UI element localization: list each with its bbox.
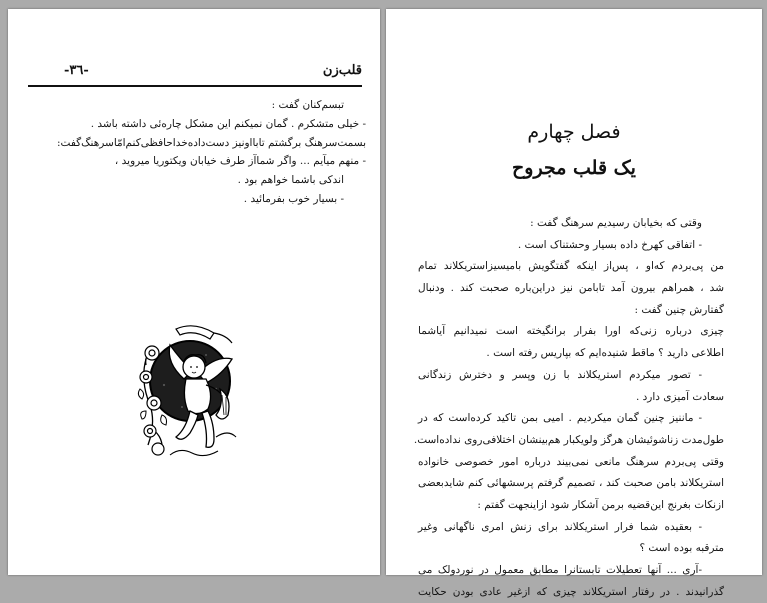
text-line: تبسم‌کنان گفت : <box>271 99 344 111</box>
right-page <box>386 9 762 598</box>
text-line: -آری ... آنها تعطیلات تابستانرا مطابق معمول در نوردولک می‌ <box>418 564 702 576</box>
text-line: گذرانیدند . در رفتار استریکلاند چیزی که ازغیر عادی بودن حکایت <box>418 585 724 598</box>
text-line: من پی‌بردم که‌او ، پس‌از اینکه گفتگویش بامیسیز‌استریکلاند تمام <box>418 260 724 273</box>
text-line: - ماننیز چنین گمان میکردیم . امیی بمن تاکید کرده‌است که در <box>418 412 702 425</box>
text-line: چیزی درباره زنی‌که اورا بفرار برانگیخته است نمیدانیم آیاشما <box>418 325 724 338</box>
text-line: شد ، همراهم بیرون آمد تابامن نیز دراین‌باره صحبت کند . ودنبال <box>418 282 724 295</box>
text-line: - خیلی متشکرم . گمان نمیکنم این مشکل چاره‌ئی داشته باشد . <box>90 117 366 130</box>
text-line: - اتفاقی کهرخ داده بسیار وحشتناک است . <box>517 238 702 251</box>
text-line: وقتی که بخیابان رسیدیم سرهنگ گفت : <box>530 217 702 229</box>
left-page <box>8 9 380 575</box>
text-line: - منهم میآیم ... واگر شماآز طرف خیابان ویکتوریا میروید ، <box>114 155 366 168</box>
page-number: -٣٦- <box>64 63 89 78</box>
left-text-block <box>56 96 366 209</box>
running-head <box>28 61 362 87</box>
chapter-title: فصل چهارم <box>527 121 621 143</box>
text-line: اطلاعی دارید ؟ ماقط شنیده‌ایم که بپاریس رفته است . <box>486 347 724 360</box>
text-line: مترقبه بوده است ؟ <box>639 542 724 555</box>
cherub-illustration <box>136 319 252 467</box>
text-line: استریکلاند بامن صحبت کند ، تصمیم گرفتم پرسشهائی کنم شاید‌بعضی <box>418 477 724 490</box>
text-line: - بعقیده شما فرار استریکلاند برای زنش امری ناگهانی وغیر <box>418 520 702 533</box>
text-line: - تصور میکردم استریکلاند با زن وپسر و دخترش زندگانی <box>418 368 702 381</box>
text-line: وقتی پی‌بردم سرهنگ مانعی نمی‌بیند درباره امور خصوصی خانواده <box>418 455 724 468</box>
right-text-block <box>413 213 724 603</box>
text-line: ازنکات بغرنج این‌قضیه برمن آشکار شود ازاینجهت گفتم : <box>477 498 724 511</box>
text-line: اندکی باشما خواهم بود . <box>237 174 344 187</box>
text-line: طول‌مدت زناشوئیشان هرگز ولو‌یکبار هم‌بینشان اختلافی‌روی نداده‌است. <box>413 433 724 446</box>
text-line: سعادت آمیزی دارد . <box>635 390 724 403</box>
text-line: گفتارش چنین گفت : <box>634 303 724 316</box>
running-title: قلب‌زن <box>322 63 362 78</box>
text-line: بسمت‌سرهنگ برگشتم تا‌بااونیز دست‌داده‌خداحافظی‌کنم‌امّاسرهنگ‌گفت: <box>56 136 366 149</box>
text-line: - بسیار خوب بفرمائید . <box>243 192 344 205</box>
chapter-subtitle: یک قلب مجروح <box>512 157 636 179</box>
